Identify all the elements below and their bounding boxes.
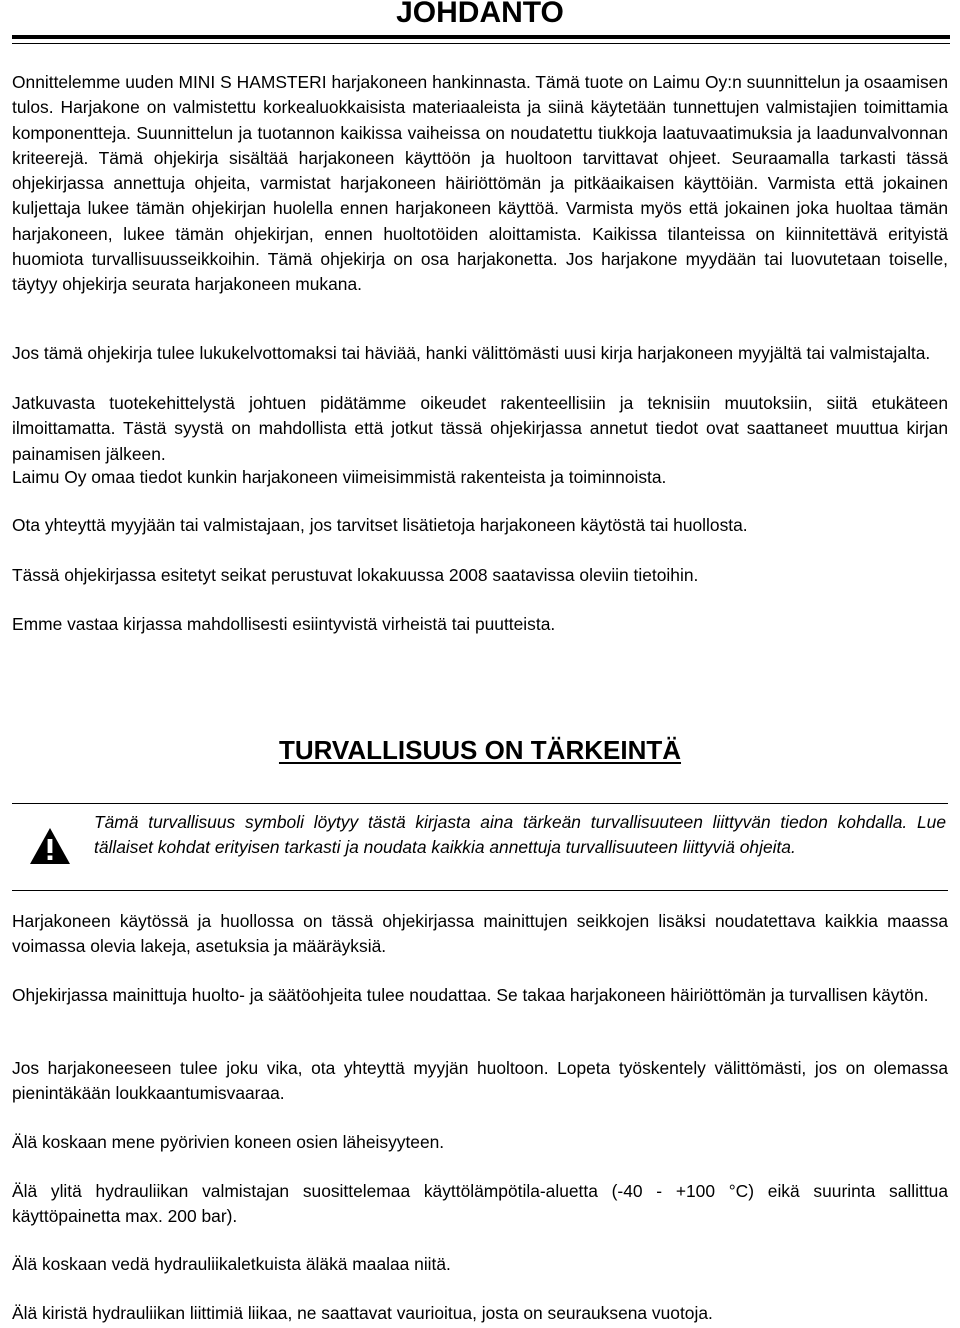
title-rule-thick <box>12 35 950 39</box>
safety-paragraph: Älä ylitä hydrauliikan valmistajan suosittelemaa käyttölämpötila-aluetta (-40 - +100 °C) eikä suurinta sallittua käyttöpainetta max. 200 bar). <box>12 1181 948 1227</box>
safety-paragraph: Älä koskaan mene pyörivien koneen osien läheisyyteen. <box>12 1132 445 1152</box>
safety-notice-text: Tämä turvallisuus symboli löytyy tästä kirjasta aina tärkeän turvallisuuteen liittyvän tiedon kohdalla. Lue tällaiset kohdat erityisen tarkasti ja noudata kaikkia annettuja turvallisuuteen liittyviä ohjeita. <box>94 812 946 857</box>
intro-paragraph: Onnittelemme uuden MINI S HAMSTERI harjakoneen hankinnasta. Tämä tuote on Laimu Oy:n suunnittelun ja osaamisen tulos. Harjakone on valmistettu korkealuokkaisista materiaaleista ja siinä käytetään tunnettujen valmistajien toimittamia komponentteja. Suunnittelun ja tuotannon kaikissa vaiheissa on noudatettu tiukkoja laatuvaatimuksia ja laadunvalvonnan kriteerejä. Tämä ohjekirja sisältää harjakoneen käyttöön ja huoltoon tarvittavat ohjeet. Seuraamalla tarkasti tässä ohjekirjassa annettuja ohjeita, varmistat harjakoneen häiriöttömän ja pitkäaikaisen käyttöiän. Varmista että jokainen kuljettaja lukee tämän ohjekirjan huolella ennen harjakoneen käyttöä. Varmista myös että jokainen joka huoltaa tämän harjakoneen, lukee tämän ohjekirjan, ennen huoltotöiden aloittamista. Kaikissa tilanteissa on kiinnitettävä erityistä huomiota turvallisuusseikkoihin. Tämä ohjekirja on osa harjakonetta. Jos harjakone myydään tai luovutetaan toiselle, täytyy ohjekirja seurata harjakoneen mukana. <box>12 72 948 295</box>
intro-paragraph: Jatkuvasta tuotekehittelystä johtuen pidätämme oikeudet rakenteellisiin ja teknisiin muutoksiin, siitä etukäteen ilmoittamatta. Tästä syystä on mahdollista että jotkut tässä ohjekirjassa annetut tiedot ovat saattaneet muuttua kirjan painamisen jälkeen. <box>12 393 948 464</box>
safety-paragraph: Ohjekirjassa mainittuja huolto- ja säätöohjeita tulee noudattaa. Se takaa harjakoneen häiriöttömän ja turvallisen käytön. <box>12 985 929 1005</box>
title-rule-thin <box>12 43 950 44</box>
safety-paragraph: Jos harjakoneeseen tulee joku vika, ota yhteyttä myyjän huoltoon. Lopeta työskentely välittömästi, jos on olemassa pienintäkään loukkaantumisvaaraa. <box>12 1058 948 1104</box>
intro-paragraph: Laimu Oy omaa tiedot kunkin harjakoneen viimeisimmistä rakenteista ja toiminnoista. <box>12 467 667 487</box>
intro-paragraph: Ota yhteyttä myyjään tai valmistajaan, jos tarvitset lisätietoja harjakoneen käytöstä tai huollosta. <box>12 515 748 535</box>
page-title: JOHDANTO <box>396 0 564 29</box>
safety-heading: TURVALLISUUS ON TÄRKEINTÄ <box>278 735 682 765</box>
safety-paragraph: Harjakoneen käytössä ja huollossa on tässä ohjekirjassa mainittujen seikkojen lisäksi noudatettava kaikkia maassa voimassa olevia lakeja, asetuksia ja määräyksiä. <box>12 911 948 957</box>
safety-notice-box <box>12 803 948 891</box>
intro-paragraph: Jos tämä ohjekirja tulee lukukelvottomaksi tai häviää, hanki välittömästi uusi kirja harjakoneen myyjältä tai valmistajalta. <box>12 343 931 363</box>
safety-paragraph: Älä kiristä hydrauliikan liittimiä liikaa, ne saattavat vaurioitua, josta on seurauksena vuotoja. <box>12 1303 713 1323</box>
safety-paragraph: Älä koskaan vedä hydrauliikaletkuista äläkä maalaa niitä. <box>12 1254 451 1274</box>
warning-triangle-icon <box>28 826 72 866</box>
intro-paragraph: Emme vastaa kirjassa mahdollisesti esiintyvistä virheistä tai puutteista. <box>12 614 556 634</box>
intro-paragraph: Tässä ohjekirjassa esitetyt seikat perustuvat lokakuussa 2008 saatavissa oleviin tietoihin. <box>12 565 699 585</box>
